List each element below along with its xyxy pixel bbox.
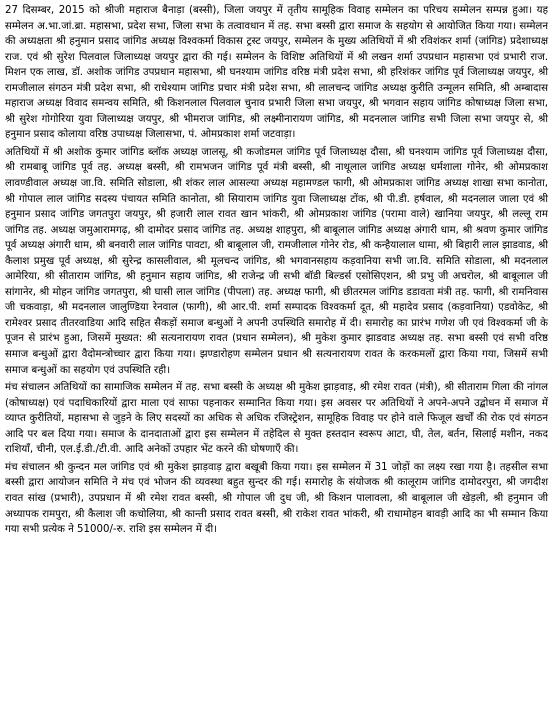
article-paragraph-4: मंच संचालन श्री कुन्दन मल जांगिड एवं श्री मुकेश झाड़वाड़ द्वारा बखूबी किया गया। इस सम्मेलन में 31 जोड़ों का लक्ष्य रखा गया है। तहसील सभा बस्सी द्वारा आयोजन समिति ने मंच एवं भोजन की व्यवस्था बहुत सुन्दर की गई। समारोह के संयोजक श्री कालूराम जांगिड दामोदरपुरा, श्री जगदीश रावत सांख (प्रभारी), उपप्रधान में श्री रमेश रावत बस्सी, श्री गोपाल जी दुध जी, श्री किशन पालावला, श्री बाबूलाल जी खेड़ली, श्री हनुमान जी अध्यापक रामपुरा, श्री कैलाश जी कचोलिया, श्री कान्ती प्रसाद रावत बस्सी, श्री राकेश रावत भांकरी, श्री राधामोहन बावड़ी आदि का भी सम्मान किया गया सभी प्रत्येक ने 51000/-रु. राशि इस सम्मेलन में दी।: [5, 461, 548, 536]
article-paragraph-1: 27 दिसम्बर, 2015 को श्रीजी महाराज बैनाड़ा (बस्सी), जिला जयपुर में तृतीय सामूहिक विवाह सम्मेलन का परिचय सम्मेलन सम्पन्न हुआ। यह सम्मेलन अ.भा.जां.ब्रा. महासभा, प्रदेश सभा, जिला सभा के तत्वावधान में तह. सभा बस्सी द्वारा समाज के सहयोग से आयोजित किया गया। सम्मेलन की अध्यक्षता श्री हनुमान प्रसाद जांगिड अध्यक्ष विश्वकर्मा विकास ट्रस्ट जयपुर, सम्मेलन के मुख्य अतिथियों में श्री रविशंकर शर्मा (जांगिड) प्रदेशाध्यक्ष राज. एवं श्री सुरेश पिलवाल जिलाध्यक्ष जयपुर द्वारा की गई। सम्मेलन के विशिष्ट अतिथियों में श्री लखन शर्मा उपप्रधान महासभा एवं प्रभारी राज. मिशन एक लाख, डॉ. अशोक जांगिड उपप्रधान महासभा, श्री घनश्याम जांगिड वरिष्ठ मंत्री प्रदेश सभा, श्री हरिशंकर जांगिड पूर्व जिलाध्यक्ष जयपुर, श्री रामजीलाल संगठन मंत्री प्रदेश सभा, श्री राधेश्याम जांगिड प्रचार मंत्री प्रदेश सभा, श्री लालचन्द जांगिड अध्यक्ष कुरीति उन्मूलन समिति, श्री अम्बादास महाराज अध्यक्ष विवाद समन्वय समिति, श्री किशनलाल पिलवाल चुनाव प्रभारी जिला सभा जयपुर, श्री भगवान सहाय जांगिड कोषाध्यक्ष जिला सभा, श्री सुरेश गोगोरिया युवा जिलाध्यक्ष जयपुर, श्री भीमराज जांगिड, श्री लक्ष्मीनारायण जांगिड, श्री मदनलाल जांगिड सभी जिला सभा जयपुर से, श्री हनुमान प्रसाद कोलाया वरिष्ठ उपाध्यक्ष जिलासभा, पं. ओमप्रकाश शर्मा जटवाड़ा।: [5, 5, 548, 141]
article-paragraph-2: अतिथियों में श्री अशोक कुमार जांगिड ब्लॉक अध्यक्ष जालसू, श्री कजोडमल जांगिड पूर्व जिलाध्यक्ष दौसा, श्री घनश्याम जांगिड पूर्व जिलाध्यक्ष दौसा, श्री रामबाबू जांगिड पूर्व तह. अध्यक्ष बस्सी, श्री रामभजन जांगिड पूर्व मंत्री बस्सी, श्री नाथूलाल जांगिड अध्यक्ष धर्मशाला गोनेर, श्री ओमप्रकाश लावण्डीवाल अध्यक्ष जा.वि. समिति सोडाला, श्री शंकर लाल आसल्या अध्यक्ष महामण्डल फागी, श्री ओमप्रकाश जांगिड अध्यक्ष शाखा सभा कानोता, श्री गोपाल लाल जांगिड सदस्य पंचायत समिति कानोता, श्री सियाराम जांगिड युवा जिलाध्यक्ष टोंक, श्री पी.डी. हर्षवाल, श्री मदनलाल जाला एवं श्री हनुमान प्रसाद जांगिड जगतपुरा जयपुर, श्री हजारी लाल रावत खान भांकरी, श्री ओमप्रकाश जांगिड (परामा वाले) खानिया जयपुर, श्री लल्लू राम जांगिड तह. अध्यक्ष जमुआरामगढ़, श्री दामोदर प्रसाद जांगिड तह. अध्यक्ष शाहपुरा, श्री बाबूलाल जांगिड अध्यक्ष अंगारी धाम, श्री श्रवण कुमार जांगिड पूर्व अध्यक्ष अंगारी धाम, श्री बनवारी लाल जांगिड पावटा, श्री बाबूलाल जी, रामजीलाल गोनेर रोड, श्री कन्हैयालाल धामा, श्री बिहारी लाल झाडवाड, श्री कैलाश प्रमुख पूर्व अध्यक्ष, श्री सुरेन्द्र कासलीवाल, श्री मूलचन्द जांगिड, श्री भगवानसहाय कड़वानिया सभी जा.वि. समिति सोडाला, श्री मदनलाल आमेरिया, श्री सीताराम जांगिड, श्री हनुमान सहाय जांगिड, श्री राजेन्द्र जी सभी बॉडी बिल्डर्स एसोसिएशन, श्री प्रभु जी अचरोल, श्री बाबूलाल जी सांगानेर, श्री मोहन जांगिड जगतपुरा, श्री घासी लाल जांगिड (पीपला) तह. अध्यक्ष फागी, श्री छीतरमल जांगिड डडावता मंत्री तह. फागी, श्री रामनिवास जी चकवाड़ा, श्री मदनलाल जालुण्डिया रेनवाल (फागी), श्री आर.पी. शर्मा सम्पादक विश्वकर्मा दूत, श्री महादेव प्रसाद (कड़वानिया) एडवोकेट, श्री रामेश्वर प्रसाद तीतरवाडिया आदि सहित सैकड़ों समाज बन्धुओं ने अपनी उपस्थिति समारोह में दी। समारोह का प्रारंभ गणेश जी एवं विश्वकर्मा जी के पूजन से प्रारंभ हुआ, जिसमें मुख्यत: श्री सत्यनारायण रावत (प्रधान सम्मेलन), श्री मुकेश कुमार झाडवाड अध्यक्ष तह. सभा बस्सी एवं सभी वरिष्ठ समाज बन्धुओं द्वारा वैदोमन्त्रोच्चार द्वारा किया गया। झण्डारोहण सम्मेलन प्रधान श्री सत्यनारायण रावत के करकमलों द्वारा किया गया, जिसमें सभी समाज बन्धुओं का सहयोग एवं उपस्थिति रही।: [5, 146, 548, 376]
article-paragraph-3: मंच संचालन अतिथियों का सामाजिक सम्मेलन में तह. सभा बस्सी के अध्यक्ष श्री मुकेश झाड़वाड़, श्री रमेश रावत (मंत्री), श्री सीताराम गिला की नांगल (कोषाध्यक्ष) एवं पदाधिकारियों द्वारा माला एवं साफा पहनाकर सम्मानित किया गया। इस अवसर पर अतिथियों ने अपने-अपने उद्बोधन में समाज में व्याप्त कुरीतियों, महासभा से जुड़ने के लिए सदस्यों का अधिक से अधिक रजिस्ट्रेशन, सामूहिक विवाह पर होने वाले फिजूल खर्चों की रोक एवं संगठन आदि पर बल दिया गया। समाज के दानदाताओं द्वारा इस सम्मेलन में तहेदिल से मुक्त हस्तदान स्वरूप आटा, घी, तेल, बर्तन, सिलाई मशीन, नकद राशियाँ, चीनी, एल.ई.डी./टी.वी. आदि अनेकों उपहार भेंट करने की घोषणाएँ की।: [5, 382, 548, 456]
